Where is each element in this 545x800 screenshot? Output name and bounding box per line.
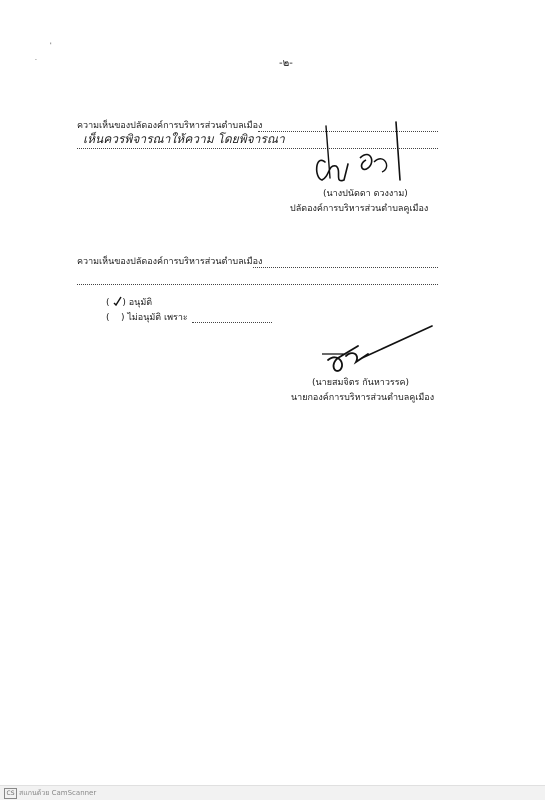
section2-signer-name: (นายสมจิตร กันหาวรรค) <box>312 378 410 388</box>
camscanner-logo-icon: CS <box>4 788 17 799</box>
section1-signer-name: (นางปนัดดา ดวงงาม) <box>323 189 408 199</box>
section1-signer-title: ปลัดองค์การบริหารส่วนตำบลคูเมือง <box>290 204 429 214</box>
section1-handwritten-opinion: เห็นควรพิจารณาให้ความ โดยพิจารณา <box>83 132 285 146</box>
scanner-footer <box>0 785 545 800</box>
stray-mark: ' <box>50 42 52 49</box>
section2-dotted-line-1 <box>253 267 438 268</box>
section1-signature <box>300 118 420 198</box>
approve-option[interactable]: ( ) อนุมัติ <box>106 298 153 308</box>
reject-label: ไม่อนุมัติ เพราะ <box>127 313 188 323</box>
section2-signer-title: นายกองค์การบริหารส่วนตำบลคูเมือง <box>291 393 435 403</box>
check-mark-icon <box>112 296 122 305</box>
page-number: -๒- <box>279 58 293 69</box>
section1-label: ความเห็นของปลัดองค์การบริหารส่วนตำบลเมือง <box>77 121 263 131</box>
reject-reason-dotted-line <box>192 322 272 323</box>
reject-checkbox[interactable]: ( ) <box>106 313 125 323</box>
section2-label: ความเห็นของปลัดองค์การบริหารส่วนตำบลเมือง <box>77 257 263 267</box>
approve-label: อนุมัติ <box>128 298 153 308</box>
reject-option[interactable] <box>106 313 188 324</box>
section2-signature <box>318 324 438 374</box>
section2-dotted-line-2 <box>77 284 438 285</box>
approve-checkbox[interactable]: ( <box>106 298 110 308</box>
stray-mark: . <box>35 55 37 62</box>
scanner-text: สแกนด้วย CamScanner <box>19 789 97 797</box>
